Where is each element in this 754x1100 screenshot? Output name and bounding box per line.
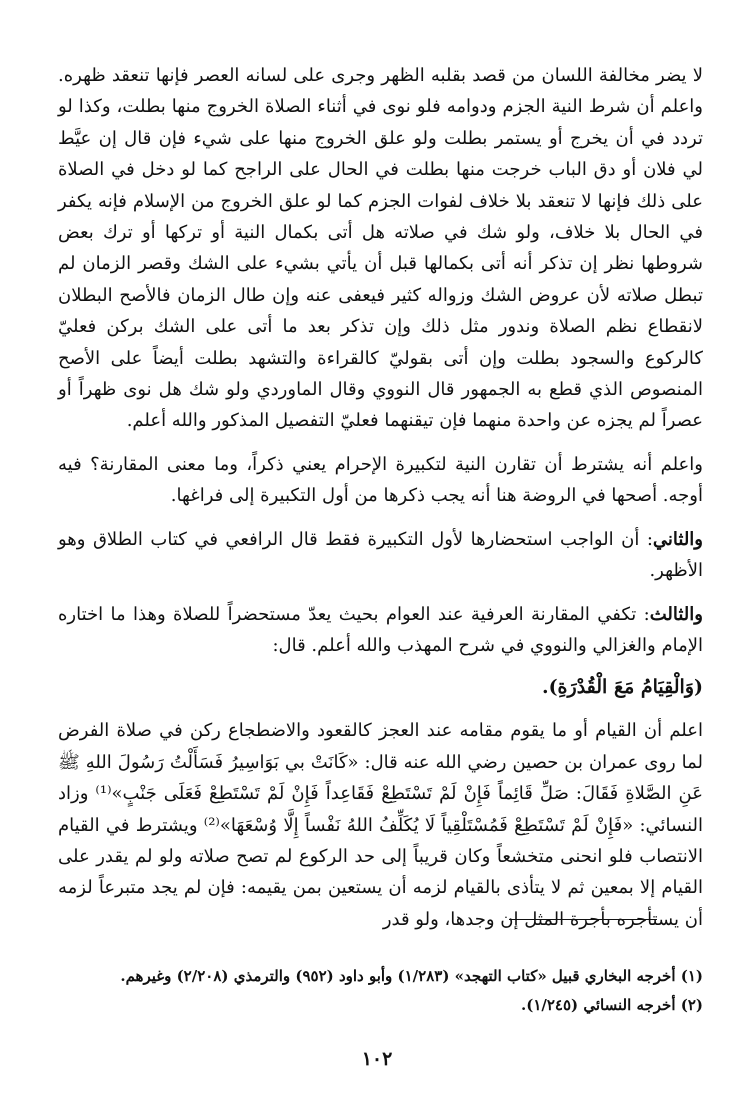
- main-text: [58, 60, 703, 935]
- footnotes: [58, 962, 703, 1020]
- paragraph-4: [58, 599, 703, 662]
- paragraph-3-text: : أن الواجب استحضارها لأول التكبيرة فقط قال الرافعي في كتاب الطلاق وهو الأظهر.: [58, 528, 703, 582]
- paragraph-2: واعلم أنه يشترط أن تقارن النية لتكبيرة الإحرام يعني ذكراً، وما معنى المقارنة؟ فيه أوجه. أصحها في الروضة هنا أنه يجب ذكرها من أول التكبيرة إلى فراغها.: [58, 453, 703, 507]
- page-number: ١٠٢: [361, 1048, 393, 1070]
- paragraph-4-text: : تكفي المقارنة العرفية عند العوام بحيث يعدّ مستحضراً للصلاة وهذا ما اختاره الإمام والغزالي والنووي في شرح المهذب والله أعلم. قال:: [58, 603, 703, 656]
- paragraph-3-label: والثاني: [652, 528, 703, 550]
- footnote-2: (٢) أخرجه النسائي (١/٢٤٥).: [520, 996, 703, 1014]
- footnote-divider: [509, 919, 657, 920]
- paragraph-5: اعلم أن القيام أو ما يقوم مقامه عند العجز كالقعود والاضطجاع ركن في صلاة الفرض لما روى عمران بن حصين رضي الله عنه قال: «كَانَتْ بي بَوَاسِيرُ فَسَأَلْتُ رَسُولَ اللهِ ﷺ عَنِ الصَّلاةِ فَقَالَ: صَلِّ قَائِماً فَإِنْ لَمْ تَسْتَطِعْ فَقَاعِداً فَإِنْ لَمْ تَسْتَطِعْ فَعَلَى جَنْبٍ»⁽¹⁾ وزاد النسائي: «فَإِنْ لَمْ تَسْتَطِعْ فَمُسْتَلْقِياً لَا يُكَلِّفُ اللهُ نَفْساً إِلَّا وُسْعَهَا»⁽²⁾ ويشترط في القيام الانتصاب فلو انحنى متخشعاً وكان قريباً إلى حد الركوع لم تصح صلاته ولو لم يقدر على القيام إلا بمعين ثم لا يتأذى بالقيام لزمه أن يستعين بمن يقيمه: فإن لم يجد متبرعاً لزمه أن يستأجره بأجرة المثل إن وجدها، ولو قدر: [58, 720, 703, 930]
- paragraph-4-label: والثالث: [649, 603, 703, 625]
- matn-quote: (وَالْقِيَامُ مَعَ الْقُدْرَةِ).: [541, 676, 703, 699]
- footnote-1: (١) أخرجه البخاري قبيل «كتاب التهجد» (١/٢٨٣) وأبو داود (٩٥٢) والترمذي (٢/٢٠٨) وغيرهم.: [120, 967, 703, 985]
- paragraph-3: [58, 524, 703, 587]
- paragraph-1: لا يضر مخالفة اللسان من قصد بقلبه الظهر وجرى على لسانه العصر فإنها تنعقد ظهره. واعلم أن شرط النية الجزم ودوامه فلو نوى في أثناء الصلاة الخروج منها بطلت، وكذا لو تردد في أن يخرج أو يستمر بطلت ولو علق الخروج منها على شيء فإن قال إن عيَّط لي فلان أو دق الباب خرجت منها بطلت في الحال على الراجح كما لو دخل في الصلاة على ذلك فإنها لا تنعقد بلا خلاف لفوات الجزم كما لو علق الخروج من الإسلام فإنه يكفر في الحال بلا خلاف، ولو شك في صلاته هل أتى بكمال النية أو تركها أو ترك بعض شروطها نظر إن تذكر أنه أتى بكمالها قبل أن يأتي بشيء على الشك وقصر الزمان لم تبطل صلاته لأن عروض الشك وزواله كثير فيعفى عنه وإن طال الزمان فالأصح البطلان لانقطاع نظم الصلاة وندور مثل ذلك وإن تذكر بعد ما أتى على الشك بركن فعليّ كالركوع والسجود بطلت وإن أتى بقوليّ كالقراءة والتشهد بطلت أيضاً على الأصح المنصوص الذي قطع به الجمهور قال النووي وقال الماوردي ولو شك هل نوى ظهراً أو عصراً لم يجزه عن واحدة منهما فإن تيقنهما فعليّ التفصيل المذكور والله أعلم.: [58, 65, 703, 432]
